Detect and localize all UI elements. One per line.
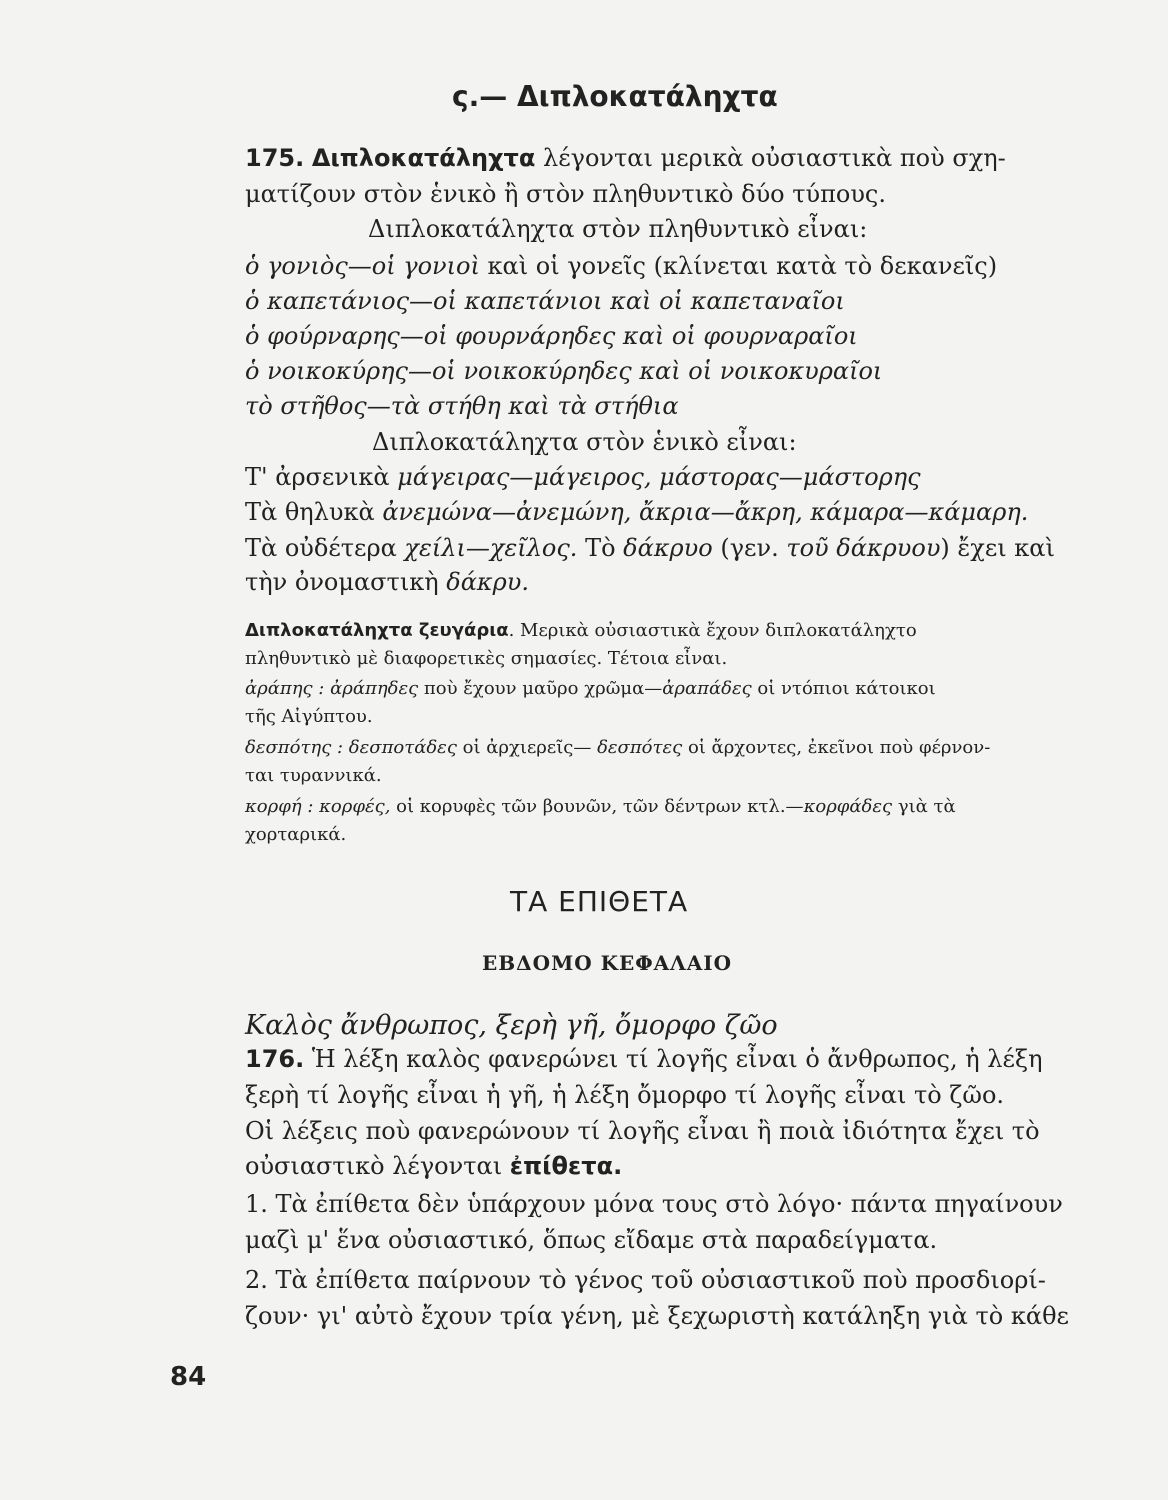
pair-headword: ἀράπης : [245, 678, 331, 699]
pair-meaning: οἱ ἀρχιερεῖς— [456, 737, 598, 758]
pair-meaning: οἱ κορυφὲς τῶν βουνῶν, τῶν δέντρων κτλ.— [390, 796, 804, 817]
singular-example [245, 498, 1028, 526]
pairs-text: . Μερικὰ οὐσιαστικὰ ἔχουν διπλοκατάληχτο [508, 620, 917, 641]
rule-1-line-2: μαζὶ μ' ἕνα οὐσιαστικό, ὅπως εἴδαμε στὰ παραδείγματα. [245, 1226, 938, 1254]
rule-1-line-1: 1. Τὰ ἐπίθετα δὲν ὑπάρχουν μόνα τους στὸ λόγο· πάντα πηγαίνουν [245, 1190, 1063, 1218]
singular-example-label: Τὰ θηλυκὰ [245, 498, 383, 526]
pair-item-cont: χορταρικά. [245, 824, 347, 845]
pair-form: δεσπότες [597, 737, 683, 758]
plural-example-rest: καὶ οἱ γονεῖς [479, 252, 646, 280]
pairs-line-2: πληθυντικὸ μὲ διαφορετικὲς σημασίες. Τέτοια εἶναι. [245, 648, 728, 669]
neuter-text: (γεν. [712, 534, 787, 562]
chapter-title: ΤΑ ΕΠΙΘΕΤΑ [510, 885, 689, 918]
plural-example-rest: καὶ οἱ φουρναραῖοι [615, 322, 858, 350]
paragraph-176-line-2: ξερὴ τί λογῆς εἶναι ἡ γῆ, ἡ λέξη ὄμορφο τί λογῆς εἶναι τὸ ζῶο. [245, 1081, 1005, 1109]
example-phrase: Καλὸς ἄνθρωπος, ξερὴ γῆ, ὄμορφο ζῶο [245, 1010, 778, 1041]
pair-meaning: γιὰ τὰ [892, 796, 956, 817]
plural-example-words: τὸ στῆθος—τὰ στήθη [245, 392, 501, 420]
plural-example-words: ὁ φούρναρης—οἱ φουρνάρηδες [245, 322, 616, 350]
paragraph-176-line-3: Οἱ λέξεις ποὺ φανερώνουν τί λογῆς εἶναι ἢ ποιὰ ἰδιότητα ἔχει τὸ [245, 1117, 1040, 1145]
paragraph-176-line-1 [245, 1045, 1043, 1073]
pair-form: δεσποτάδες [348, 737, 457, 758]
neuter-text: Τὰ οὐδέτερα [245, 534, 405, 562]
plural-example [245, 287, 845, 315]
paragraph-176-number: 176. [245, 1045, 305, 1073]
plural-example [245, 392, 679, 420]
plural-example-rest: καὶ τὰ στήθια [500, 392, 679, 420]
pair-item-line [245, 796, 956, 817]
neuter-italic: δάκρυ. [446, 568, 529, 596]
paragraph-175-term: Διπλοκατάληχτα [311, 144, 536, 172]
plural-example-words: ὁ γονιὸς—οἱ γονιοὶ [245, 252, 480, 280]
singular-example-label: Τ' ἀρσενικὰ [245, 463, 398, 491]
singular-heading: Διπλοκατάληχτα στὸν ἑνικὸ εἶναι: [372, 428, 797, 456]
pair-headword: κορφή : [245, 796, 320, 817]
paragraph-175-text-1: λέγονται μερικὰ οὐσιαστικὰ ποὺ σχη- [535, 144, 1006, 172]
plural-example-rest: καὶ οἱ καπεταναῖοι [602, 287, 845, 315]
plural-example [245, 357, 882, 385]
paragraph-176-text: Ἡ λέξη καλὸς φανερώνει τί λογῆς εἶναι ὁ ἄνθρωπος, ἡ λέξη [304, 1045, 1043, 1073]
neuter-italic: δάκρυο [623, 534, 713, 562]
chapter-subtitle: ΕΒΔΟΜΟ ΚΕΦΑΛΑΙΟ [482, 951, 732, 975]
pair-meaning: οἱ ἄρχοντες, ἐκεῖνοι ποὺ φέρνον- [682, 737, 991, 758]
pairs-label: Διπλοκατάληχτα ζευγάρια [245, 620, 509, 641]
pair-item-cont: ται τυραννικά. [245, 765, 382, 786]
section-heading: ς.— Διπλοκατάληχτα [452, 80, 778, 113]
pair-form: ἀράπηδες [330, 678, 419, 699]
pairs-line-1 [245, 620, 917, 641]
neuter-line-1 [245, 534, 1055, 562]
singular-example-words: μάγειρας—μάγειρος, μάστορας—μάστορης [397, 463, 921, 491]
plural-example-rest: καὶ οἱ νοικοκυραῖοι [631, 357, 883, 385]
plural-heading: Διπλοκατάληχτα στὸν πληθυντικὸ εἶναι: [368, 215, 868, 243]
plural-example [245, 322, 858, 350]
pair-form: ἀραπάδες [662, 678, 752, 699]
neuter-italic: χείλι—χεῖλος. [404, 534, 578, 562]
neuter-italic: τοῦ δάκρυου [786, 534, 941, 562]
plural-example [245, 252, 997, 280]
paragraph-176-text: οὐσιαστικὸ λέγονται [245, 1152, 510, 1180]
pair-meaning: οἱ ντόπιοι κάτοικοι [751, 678, 936, 699]
rule-2-line-1: 2. Τὰ ἐπίθετα παίρνουν τὸ γένος τοῦ οὐσιαστικοῦ ποὺ προσδιορί- [245, 1266, 1046, 1294]
paragraph-175-number: 175. [245, 144, 305, 172]
page-number: 84 [170, 1362, 207, 1392]
pair-item-line [245, 678, 936, 699]
plural-example-words: ὁ καπετάνιος—οἱ καπετάνιοι [245, 287, 603, 315]
pair-item-line [245, 737, 990, 758]
plural-example-words: ὁ νοικοκύρης—οἱ νοικοκύρηδες [245, 357, 632, 385]
plural-example-note: (κλίνεται κατὰ τὸ δεκανεῖς) [645, 252, 998, 280]
neuter-text: ) ἔχει καὶ [940, 534, 1055, 562]
neuter-text: τὴν ὀνομαστικὴ [245, 568, 447, 596]
paragraph-176-line-4 [245, 1152, 622, 1180]
pair-meaning: ποὺ ἔχουν μαῦρο χρῶμα— [418, 678, 663, 699]
singular-example [245, 463, 921, 491]
neuter-line-2 [245, 568, 529, 596]
singular-example-words: ἀνεμώνα—ἀνεμώνη, ἄκρια—ἄκρη, κάμαρα—κάμαρη. [382, 498, 1029, 526]
neuter-text: Τὸ [577, 534, 624, 562]
pair-item-cont: τῆς Αἰγύπτου. [245, 706, 373, 727]
paragraph-176-term: ἐπίθετα. [509, 1152, 623, 1180]
paragraph-175-line-2: ματίζουν στὸν ἑνικὸ ἢ στὸν πληθυντικὸ δύο τύπους. [245, 180, 887, 208]
pair-form: κορφάδες [803, 796, 893, 817]
pair-form: κορφές, [319, 796, 391, 817]
rule-2-line-2: ζουν· γι' αὐτὸ ἔχουν τρία γένη, μὲ ξεχωριστὴ κατάληξη γιὰ τὸ κάθε [245, 1302, 1069, 1330]
paragraph-175-line-1 [245, 144, 1006, 172]
pair-headword: δεσπότης : [245, 737, 349, 758]
